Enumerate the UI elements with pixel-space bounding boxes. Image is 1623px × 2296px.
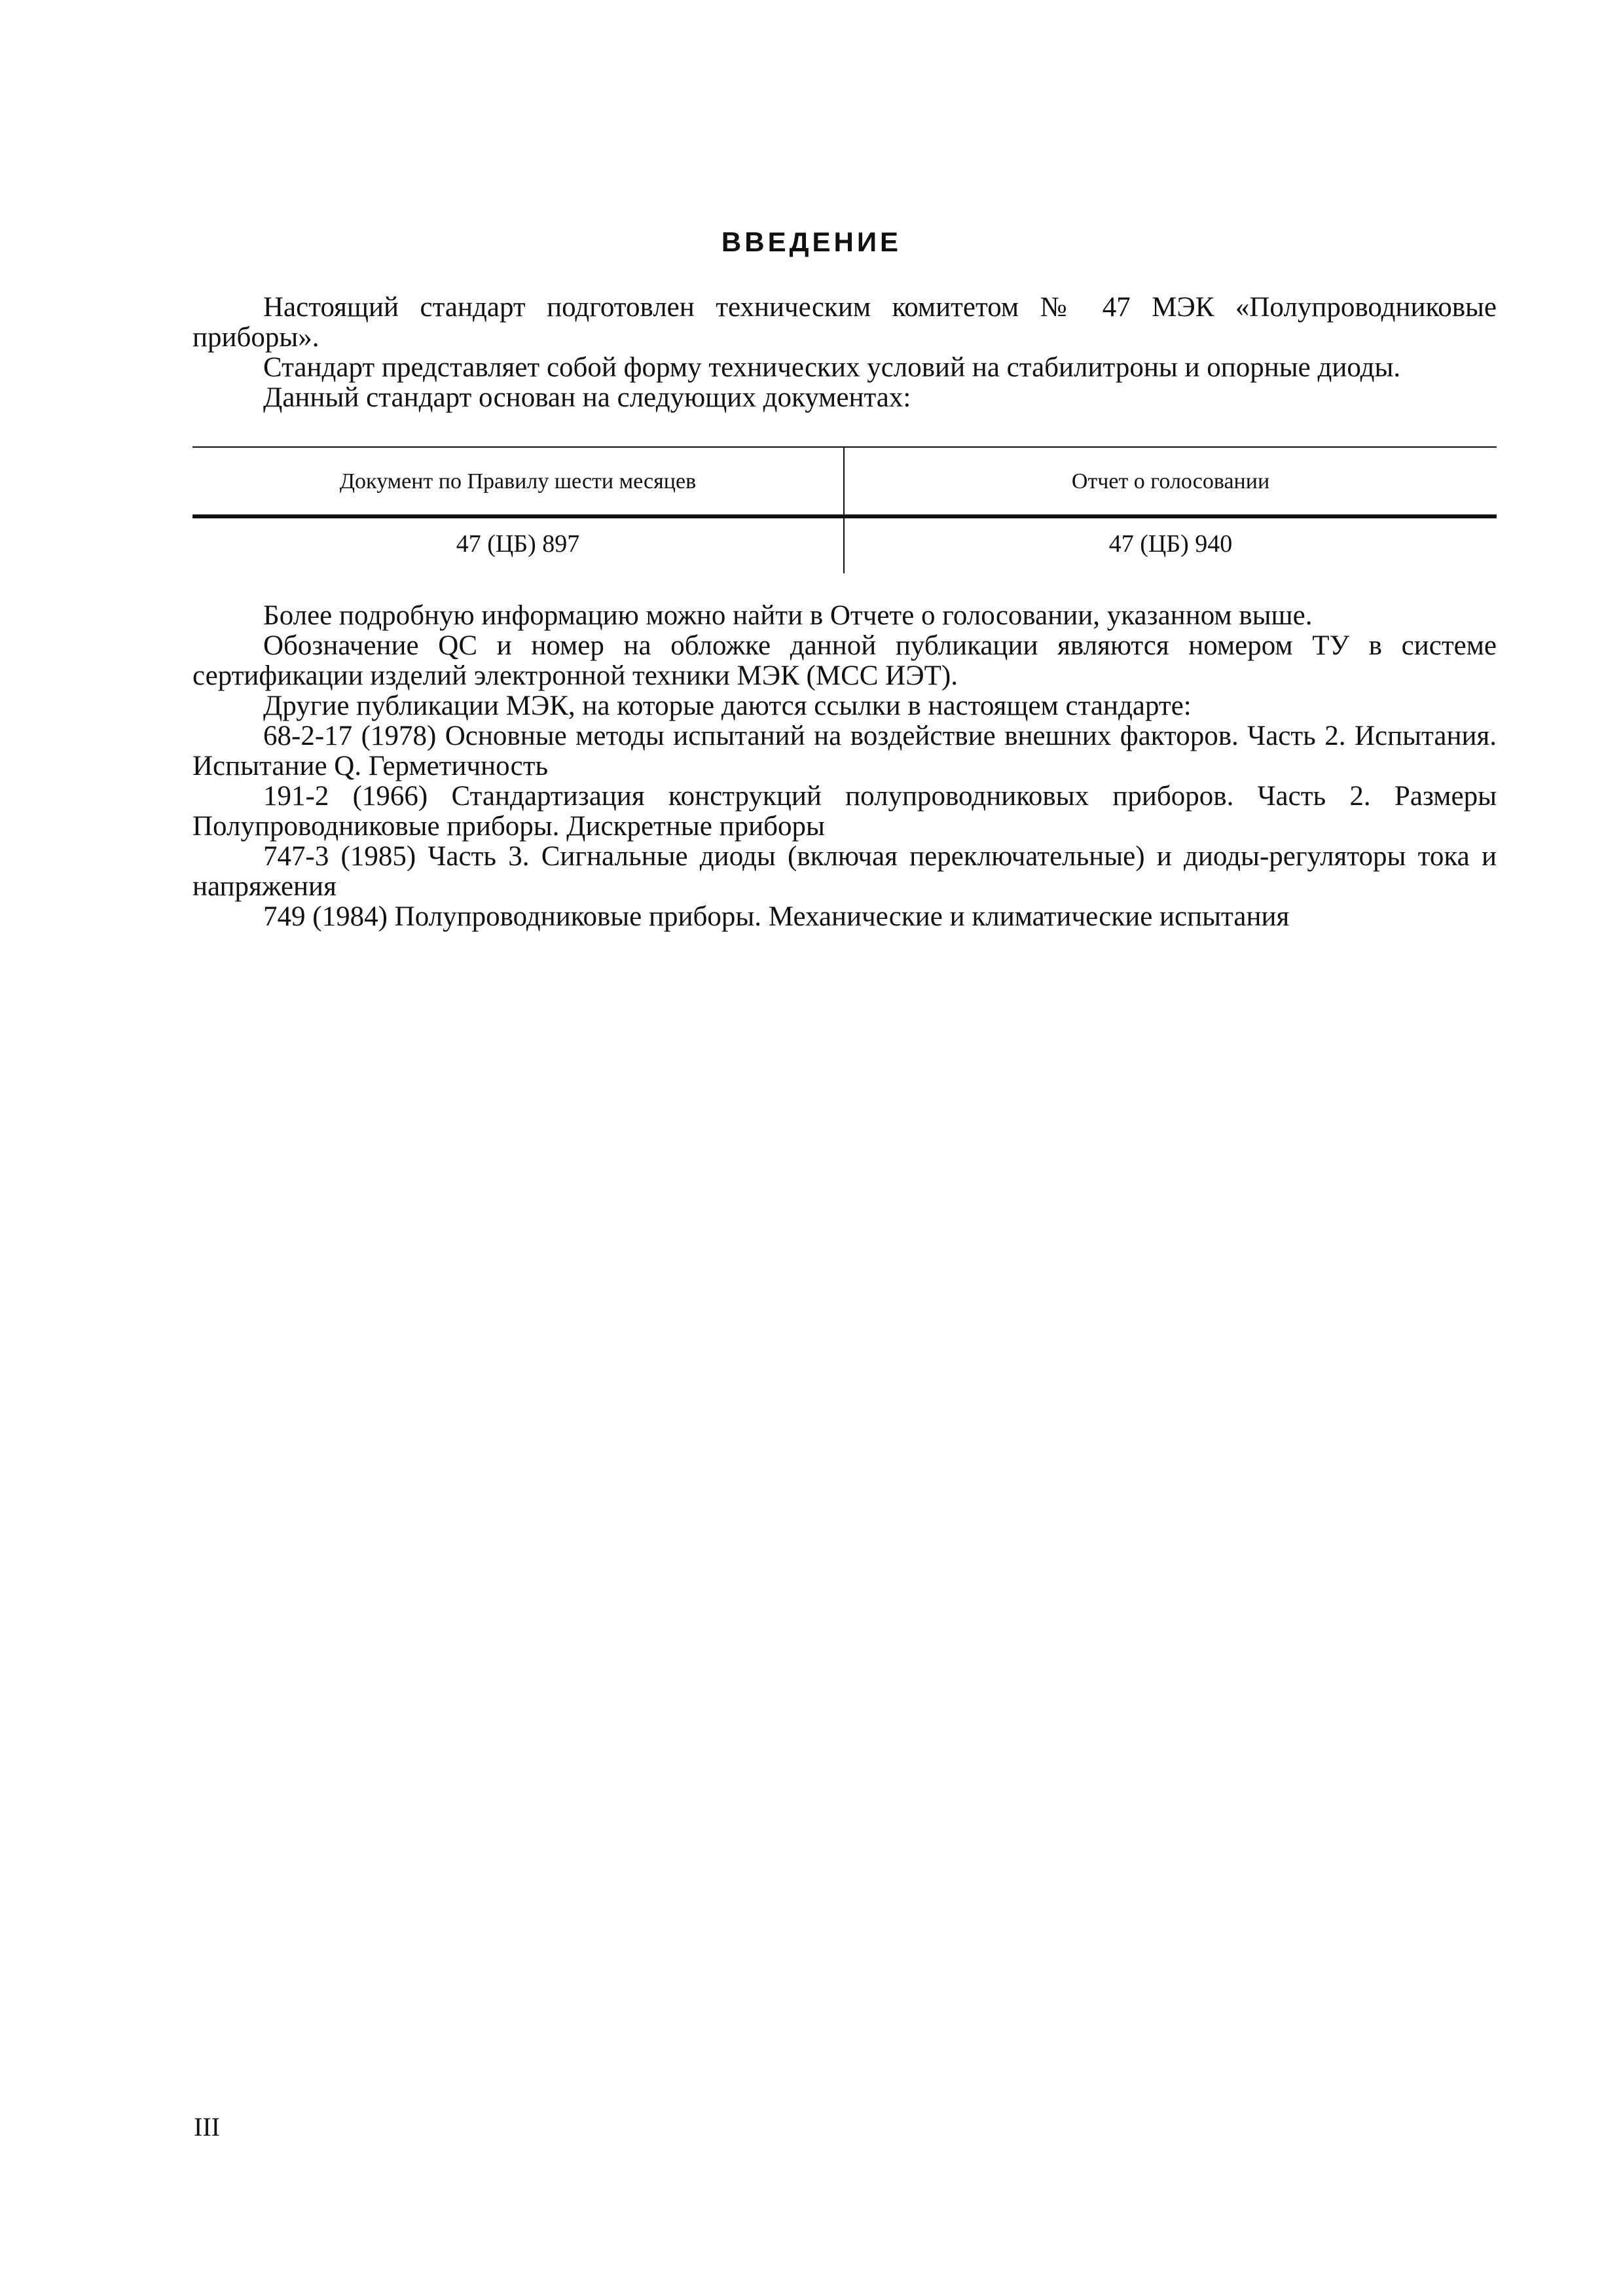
- body-paragraph: Другие публикации МЭК, на которые даются ссылки в настоящем стандарте:: [263, 691, 1192, 721]
- table-header-voting-report: Отчет о голосовании: [1071, 469, 1270, 493]
- reference-item: 747-3 (1985) Часть 3. Сигнальные диоды (включая переключательные) и диоды-регуляторы тока и напряжения: [192, 841, 1497, 902]
- intro-paragraph: Данный стандарт основан на следующих документах:: [263, 382, 911, 413]
- reference-item: 68-2-17 (1978) Основные методы испытаний на воздействие внешних факторов. Часть 2. Испытания. Испытание Q. Герметичность: [192, 721, 1497, 781]
- table-header-six-month-rule: Документ по Правилу шести месяцев: [339, 469, 697, 493]
- references-text: [192, 601, 1497, 932]
- intro-text: [192, 293, 1497, 413]
- section-title: ВВЕДЕНИЕ: [721, 226, 902, 257]
- reference-item: 749 (1984) Полупроводниковые приборы. Механические и климатические испытания: [263, 901, 1290, 932]
- page-number: III: [194, 2112, 220, 2142]
- intro-paragraph: Стандарт представляет собой форму технических условий на стабилитроны и опорные диоды.: [263, 352, 1401, 383]
- body-paragraph: Обозначение QC и номер на обложке данной публикации являются номером ТУ в системе сертификации изделий электронной техники МЭК (МСС ИЭТ).: [192, 630, 1497, 691]
- table-header-rule: [192, 514, 1497, 518]
- documents-table: [192, 446, 1497, 573]
- body-paragraph: Более подробную информацию можно найти в Отчете о голосовании, указанном выше.: [263, 600, 1313, 631]
- reference-item: 191-2 (1966) Стандартизация конструкций полупроводниковых приборов. Часть 2. Размеры Полупроводниковые приборы. Дискретные приборы: [192, 781, 1497, 842]
- table-cell-voting-report: 47 (ЦБ) 940: [1108, 530, 1233, 558]
- intro-paragraph: Настоящий стандарт подготовлен техническим комитетом № 47 МЭК «Полупроводниковые приборы».: [192, 292, 1497, 353]
- table-cell-six-month-rule: 47 (ЦБ) 897: [456, 530, 580, 558]
